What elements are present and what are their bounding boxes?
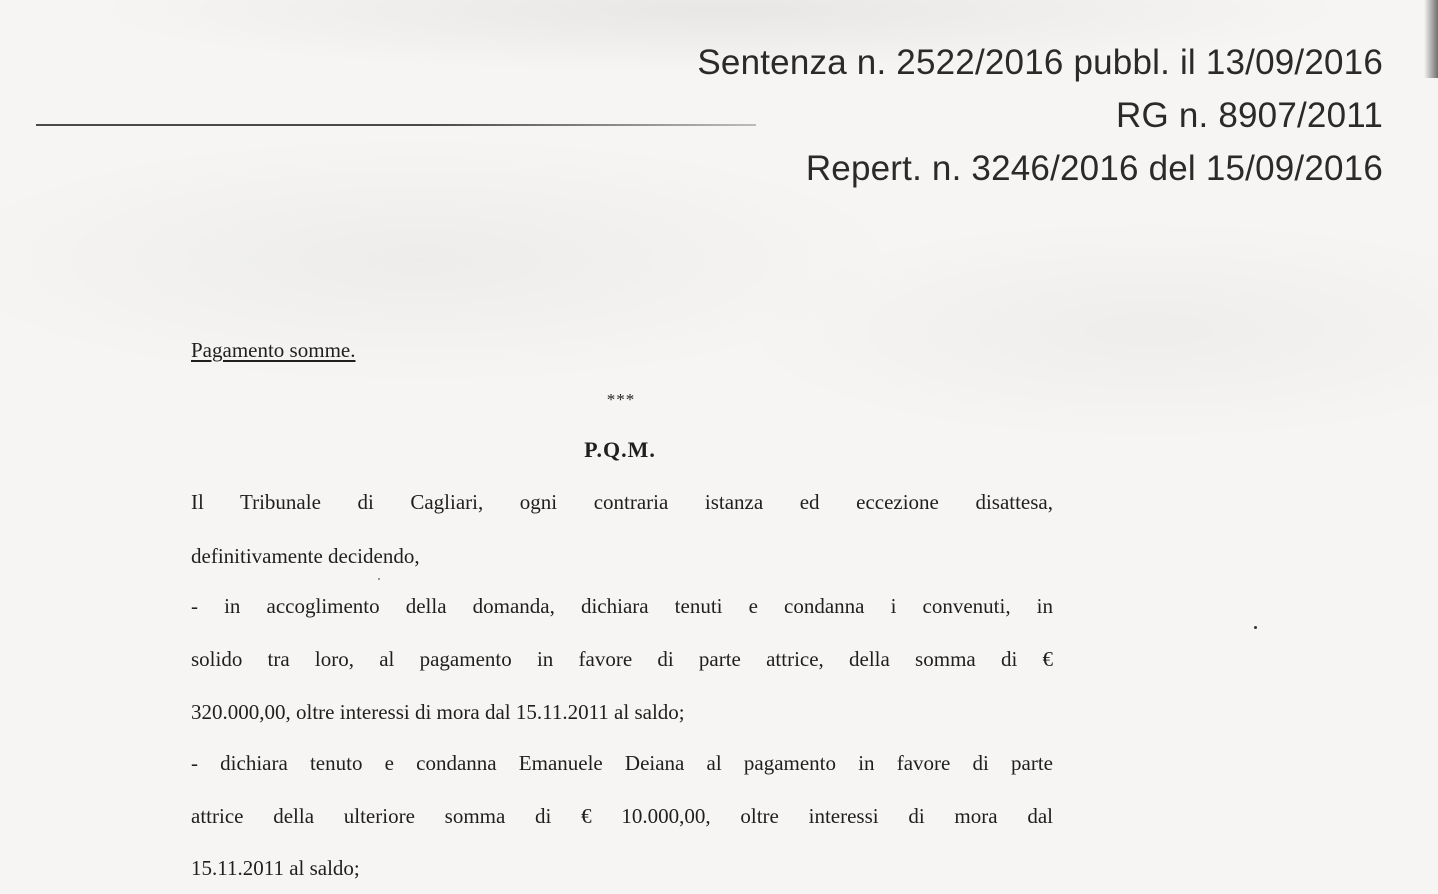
- paragraph-line-6: - dichiara tenuto e condanna Emanuele Deiana al pagamento in favore di parte: [191, 751, 1053, 775]
- header-divider: [36, 124, 756, 126]
- paragraph-line-4: solido tra loro, al pagamento in favore di parte attrice, della somma di €: [191, 647, 1053, 671]
- paragraph-line-1: Il Tribunale di Cagliari, ogni contraria istanza ed eccezione disattesa,: [191, 490, 1053, 514]
- paragraph-line-5: 320.000,00, oltre interessi di mora dal 15.11.2011 al saldo;: [191, 700, 685, 724]
- document-subject: Pagamento somme.: [191, 338, 356, 362]
- paragraph-line-2: definitivamente decidendo,: [191, 544, 420, 568]
- scan-speck: [378, 578, 380, 580]
- section-separator: ***: [606, 390, 636, 409]
- registry-stamp: [697, 36, 1383, 195]
- paragraph-line-8: 15.11.2011 al saldo;: [191, 856, 360, 880]
- stamp-repert: Repert. n. 3246/2016 del 15/09/2016: [805, 149, 1383, 188]
- stamp-rg-number: RG n. 8907/2011: [1116, 96, 1383, 135]
- section-heading: P.Q.M.: [584, 437, 656, 462]
- paragraph-line-7: attrice della ulteriore somma di € 10.000,00, oltre interessi di mora dal: [191, 804, 1053, 828]
- scan-edge-shadow: [1424, 0, 1438, 78]
- paragraph-line-3: - in accoglimento della domanda, dichiara tenuti e condanna i convenuti, in: [191, 594, 1053, 618]
- stamp-sentenza: Sentenza n. 2522/2016 pubbl. il 13/09/2016: [697, 43, 1383, 82]
- scan-speck: [1254, 626, 1257, 629]
